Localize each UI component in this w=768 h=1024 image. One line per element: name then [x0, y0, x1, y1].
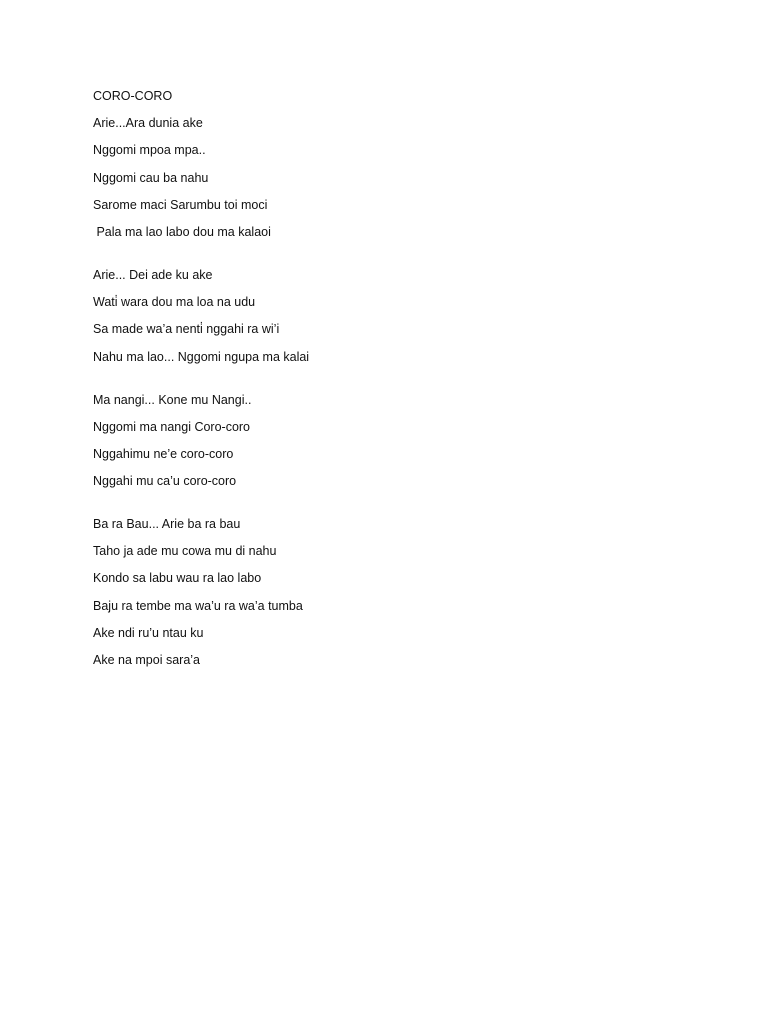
stanza-3 — [93, 392, 693, 490]
lyric-line: Kondo sa labu wau ra lao labo — [93, 571, 262, 586]
lyric-line: Ake ndi ru’u ntau ku — [93, 625, 204, 640]
lyric-line: Nggahi mu ca’u coro-coro — [93, 474, 237, 489]
lyric-line: Ma nangi... Kone mu Nangi.. — [93, 392, 252, 407]
lyric-line: Wati̇ wara dou ma loa na udu — [93, 295, 256, 310]
lyric-line: Arie...Ara dunia ake — [93, 116, 203, 131]
lyrics-body — [93, 88, 693, 695]
lyric-line: Sa made wa’a nenti̇ nggahi ra wi’i — [93, 322, 280, 337]
lyric-line: Arie... Dei ade ku ake — [93, 267, 213, 282]
lyric-line: Ake na mpoi sara’a — [93, 653, 201, 667]
stanza-4 — [93, 516, 693, 668]
lyric-line: Nggomi cau ba nahu — [93, 170, 209, 185]
lyric-line: Baju ra tembe ma wa’u ra wa’a tumba — [93, 598, 303, 613]
stanza-2 — [93, 267, 693, 365]
lyric-line: Ba ra Bau... Arie ba ra bau — [93, 517, 241, 532]
lyric-line: Nahu ma lao... Nggomi ngupa ma kalai — [93, 349, 310, 364]
lyric-line: Pala ma lao labo dou ma kalaoi — [93, 224, 271, 239]
lyric-line: Nggahimu ne’e coro-coro — [93, 446, 234, 461]
song-title: CORO-CORO — [93, 89, 173, 103]
lyric-line: Nggomi ma nangi Coro-coro — [93, 419, 251, 434]
lyric-line: Nggomi mpoa mpa.. — [93, 143, 206, 158]
lyric-line: Sarome maci Sarumbu toi moci — [93, 197, 268, 212]
lyric-line: Taho ja ade mu cowa mu di nahu — [93, 544, 277, 559]
stanza-1 — [93, 115, 693, 240]
